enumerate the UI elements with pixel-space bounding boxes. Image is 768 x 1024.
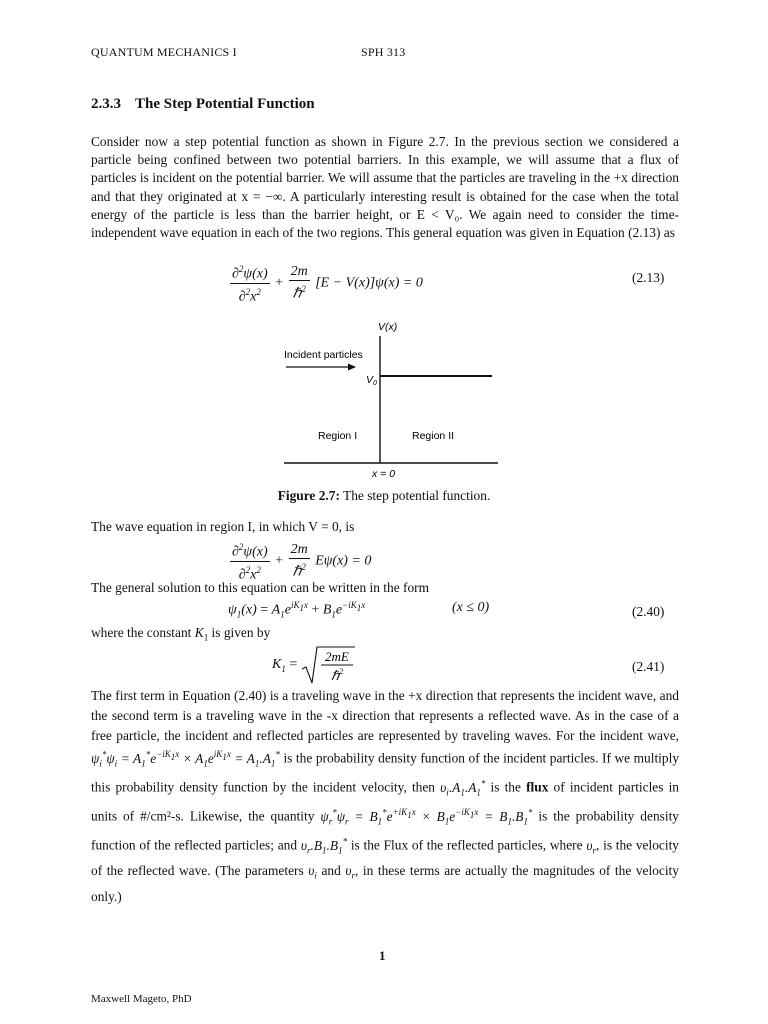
region-2-label: Region II <box>412 430 455 442</box>
flux-paragraph: The first term in Equation (2.40) is a traveling wave in the +x direction that represents the incident wave, and the second term is a traveling wave in the -x direction that represents a reflected wave. As in the case of a free particle, the incident and reflected particles are represented by traveling waves. For the incident wave, $\psi_i^*\psi_i = A_1^*e^{-iK_1x} \times A_1e^{iK_1x} = A_1.A_1^*$ is the probability density function of the incident particles. If we multiply this probability density function by the incident velocity, then $\upsilon_i.A_1.A_1^*$ is the flux of incident particles in units of #/cm²-s. Likewise, the quantity $\psi_r^*\psi_r = B_1^*e^{+iK_1x} \times B_1e^{-iK_1x} = B_1.B_1^*$ is the probability density function of the reflected particles; and $\upsilon_r.B_1.B_1^*$ is the Flux of the reflected particles, where $\upsilon_r$, is the velocity of the reflected wave. (The parameters $\upsilon_i$ and $\upsilon_r$, in these terms are actually the magnitudes of the velocity only.) <box>91 688 680 904</box>
constant-sentence: where the constant $K_1$ is given by <box>91 625 271 643</box>
equation-2-40: $\psi_1(x) = A_1e^{iK_1x} + B_1e^{-iK_1x}$ <box>228 600 366 620</box>
section-title: The Step Potential Function <box>135 96 315 112</box>
step-potential-figure <box>280 318 500 482</box>
section-number: 2.3.3 <box>91 96 121 112</box>
svg-text:2mE: 2mE <box>324 649 349 664</box>
equation-2-13-tag: (2.13) <box>632 270 665 285</box>
equation-2-13-rhs: [E − V(x)]ψ(x) = 0 <box>315 275 423 291</box>
section-heading <box>91 96 315 113</box>
equation-region1-rhs: Eψ(x) = 0 <box>315 553 372 569</box>
equation-region1: $\frac{\partial^2\psi(x)}{\partial^2x^2}$ + $\frac{2m}{\hbar^2}$ Eψ(x) = 0 <box>228 539 371 583</box>
footer-author: Maxwell Mageto, PhD <box>91 993 192 1005</box>
x-zero-label: x = 0 <box>372 468 396 480</box>
region-1-label: Region I <box>318 430 358 442</box>
equation-2-13: $\frac{\partial^2\psi(x)}{\partial^2x^2}$ + $\frac{2m}{\hbar^2}$ [E − V(x)]ψ(x) = 0 <box>228 261 423 305</box>
v-axis-label: V(x) <box>378 321 398 333</box>
equation-2-40-tag: (2.40) <box>632 604 665 619</box>
equation-2-41: $K_1$ = 2mE ℏ$^2$ <box>272 645 355 685</box>
equation-2-41-lhs: K <box>272 657 282 673</box>
svg-text:ℏ2: ℏ$^2$ <box>330 667 343 683</box>
figure-caption-label: Figure 2.7: <box>277 488 340 503</box>
figure-caption <box>0 488 768 504</box>
general-solution-sentence: The general solution to this equation can be written in the form <box>91 580 430 595</box>
figure-caption-text: The step potential function. <box>339 488 491 503</box>
equation-2-41-tag: (2.41) <box>632 659 665 674</box>
page-number: 1 <box>379 948 386 963</box>
incident-particles-label: Incident particles <box>284 349 363 361</box>
region1-sentence: The wave equation in region I, in which V = 0, is <box>91 519 355 534</box>
running-header-code: SPH 313 <box>361 45 406 59</box>
v0-label: V0 <box>366 374 377 387</box>
equation-2-40-condition: (x ≤ 0) <box>452 600 490 615</box>
intro-paragraph: Consider now a step potential function as shown in Figure 2.7. In the previous section we considered a particle being confined between two potential barriers. In this example, we will assume that a flux of particles is incident on the potential barrier. We will assume that the particles are traveling in the +x direction and that they originated at x = −∞. A particularly interesting result is obtained for the case when the total energy of the particle is less than the barrier height, or E < V₀. We again need to consider the time-independent wave equation in each of the two regions. This general equation was given in Equation (2.13) as <box>91 134 679 241</box>
incident-arrowhead <box>348 364 356 371</box>
sqrt-symbol <box>301 645 355 685</box>
running-header-course: QUANTUM MECHANICS I <box>91 45 237 59</box>
